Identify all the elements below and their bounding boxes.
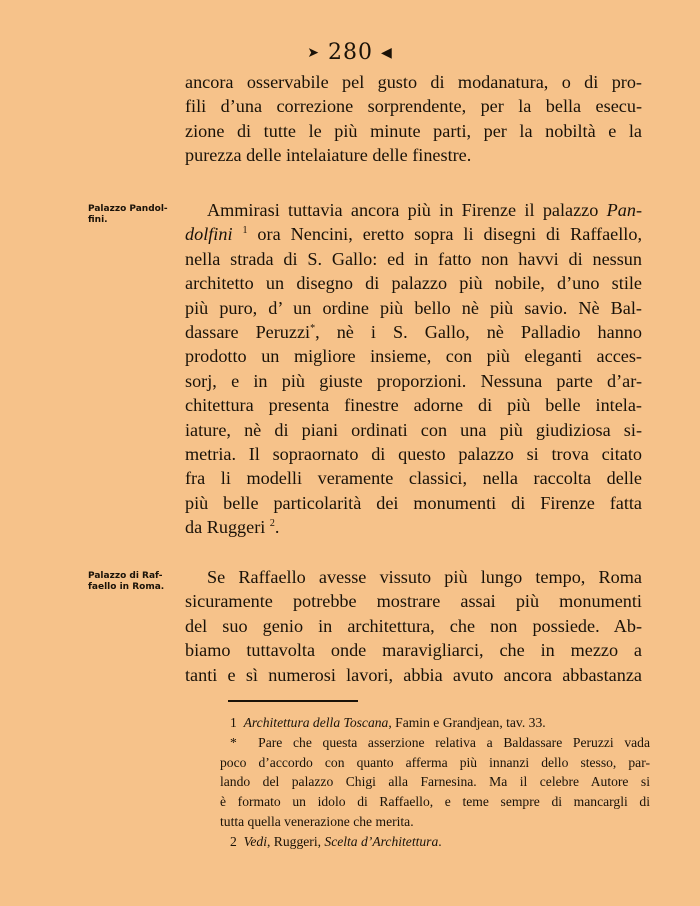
margin-note-palazzo-raffaello: [88, 571, 183, 593]
footnote-divider: [228, 700, 358, 702]
italic-segment: Architettura della Toscana: [243, 715, 389, 730]
text-segment: .: [438, 833, 442, 849]
text-line: metria. Il sopraornato di questo palazzo si trova citato: [185, 444, 642, 465]
text-line: purezza delle intelaiature delle finestre.: [185, 145, 472, 166]
paragraph-continuation: [185, 70, 642, 168]
text-segment: , Ruggeri,: [267, 833, 325, 849]
text-line: nella strada di S. Gallo: ed in fatto non havvi di nessun: [185, 248, 642, 269]
footnote-line: poco d’accordo con quanto afferma più innanzi dello stesso, par-: [220, 754, 650, 770]
footnote-2: [200, 733, 650, 753]
margin-note-line: Palazzo Pandol-: [88, 204, 168, 214]
text-line: fili d’una correzione sorprendente, per la bella esecu-: [185, 96, 642, 117]
text-line: zione di tutte le più minute parti, per la nobiltà e la: [185, 120, 642, 141]
page-header: [0, 40, 700, 65]
footnote-line: tutta quella venerazione che merita.: [220, 813, 414, 829]
text-segment: Pare che questa asserzione relativa a Baldassare Peruzzi vada: [258, 734, 651, 750]
text-line: iature, nè di piani ordinati con una più giudiziosa si-: [185, 419, 642, 440]
text-segment: .: [274, 517, 280, 538]
text-line: chitettura presenta finestre adorne di più belle intela-: [185, 395, 642, 416]
text-segment: , Famin e Grandjean, tav. 33.: [388, 715, 546, 730]
text-line: [185, 320, 642, 344]
footnote-ref: 1: [242, 225, 248, 237]
text-line: [185, 515, 642, 539]
margin-note-line: Palazzo di Raf-: [88, 571, 163, 581]
text-segment: ora Nencini, eretto sopra li disegni di Raffaello,: [247, 224, 642, 245]
text-segment: da Ruggeri: [185, 517, 266, 538]
italic-segment: dolfini: [185, 224, 233, 245]
text-line: fra li modelli veramente classici, nella raccolta delle: [185, 468, 642, 489]
text-line: del suo genio in architettura, che non possiede. Ab-: [185, 615, 642, 636]
footnote-ref: 2: [269, 518, 275, 530]
left-ornament-icon: ➤: [307, 45, 320, 61]
footnotes: [200, 713, 650, 852]
margin-note-line: faello in Roma.: [88, 582, 165, 592]
footnote-1: [200, 713, 650, 733]
italic-segment: Vedi: [243, 833, 267, 849]
text-segment: Ammirasi tuttavia ancora più in Firenze il palazzo: [207, 200, 607, 220]
margin-note-palazzo-pandolfini: [88, 204, 183, 226]
text-segment: , nè i S. Gallo, nè Palladio hanno: [315, 322, 642, 343]
text-line: [185, 198, 642, 222]
text-segment: dassare Peruzzi: [185, 322, 311, 343]
italic-segment: Pan-: [606, 200, 642, 220]
margin-note-line: fini.: [88, 215, 108, 225]
right-ornament-icon: ◀: [380, 45, 393, 61]
footnote-ref: *: [310, 322, 316, 334]
page-number: 280: [327, 40, 373, 65]
text-line: [185, 222, 642, 246]
footnote-mark: 1: [230, 715, 237, 730]
footnote-3: [200, 832, 650, 852]
text-line: sorj, e in più giuste proporzioni. Nessuna parte d’ar-: [185, 370, 642, 391]
text-line: tanti e sì numerosi lavori, abbia avuto ancora abbastanza: [185, 664, 642, 685]
italic-segment: Scelta d’Architettura: [324, 833, 439, 849]
text-line: biamo tuttavolta onde maravigliarci, che in mezzo a: [185, 640, 642, 661]
paragraph-palazzo-raffaello: [185, 565, 642, 687]
text-line: più belle particolarità dei monumenti di Firenze fatta: [185, 492, 642, 513]
text-line: architetto un disegno di palazzo più nobile, d’uno stile: [185, 273, 642, 294]
text-line: prodotto un migliore insieme, con più eleganti acces-: [185, 346, 642, 367]
text-line: ancora osservabile pel gusto di modanatura, o di pro-: [185, 72, 642, 92]
text-line: sicuramente potrebbe mostrare assai più monumenti: [185, 591, 642, 612]
paragraph-palazzo-pandolfini: [185, 198, 642, 540]
text-line: più puro, d’ un ordine più bello nè più savio. Nè Bal-: [185, 297, 642, 318]
footnote-line: lando del palazzo Chigi alla Farnesina. Ma il celebre Autore si: [220, 774, 650, 790]
footnote-line: è formato un idolo di Raffaello, e teme sempre di mancargli di: [220, 794, 650, 810]
text-line: Se Raffaello avesse vissuto più lungo tempo, Roma: [207, 567, 642, 587]
footnote-mark: *: [230, 734, 237, 750]
footnote-mark: 2: [230, 833, 237, 849]
